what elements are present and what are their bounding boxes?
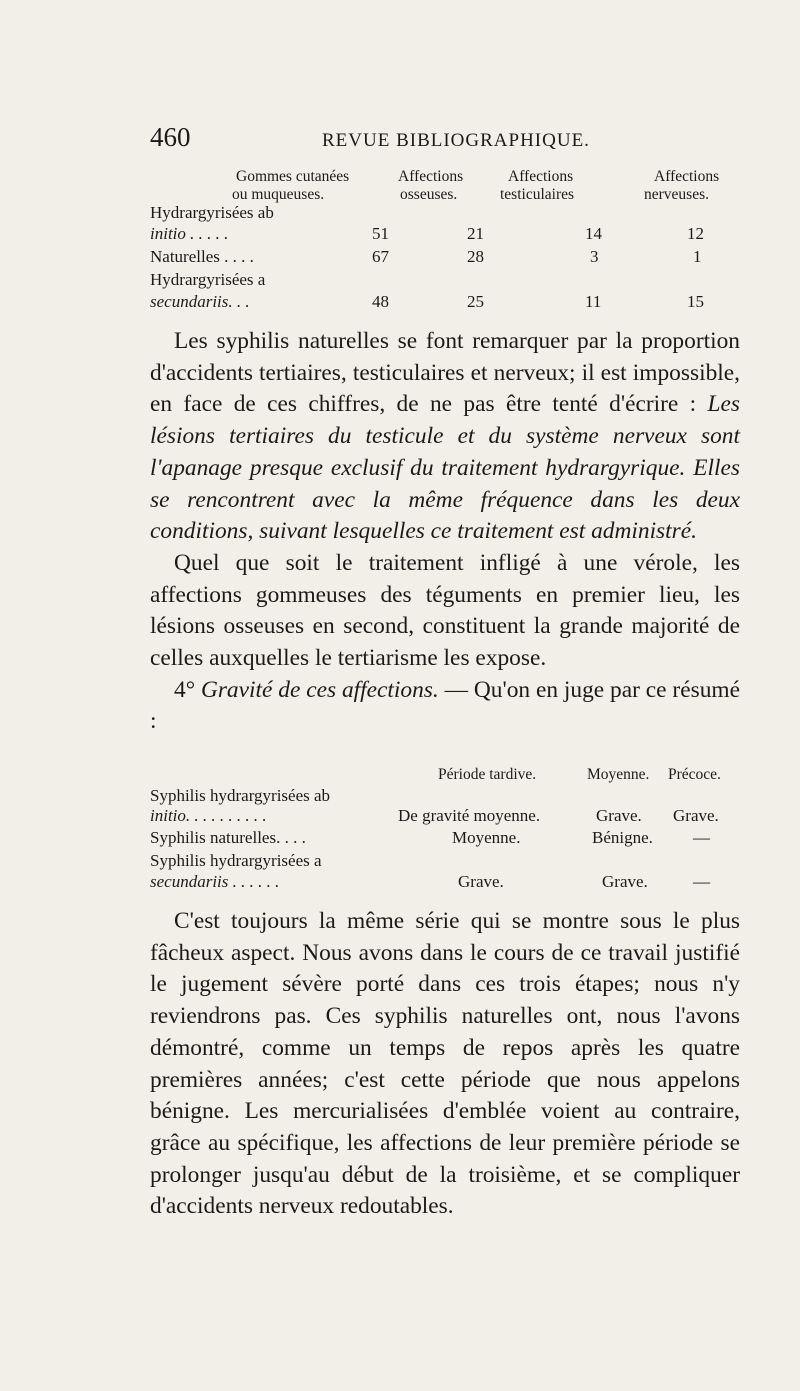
table-cell: 12 xyxy=(687,224,704,243)
row-label: Syphilis hydrargyrisées a xyxy=(150,851,322,870)
table-cell: 21 xyxy=(467,224,484,243)
table-cell: De gravité moyenne. xyxy=(398,806,541,825)
row-label: initio . . . . . xyxy=(150,224,229,243)
body-text-lower xyxy=(150,906,740,1223)
table-cell: 25 xyxy=(467,292,484,311)
table-cell: 1 xyxy=(693,247,702,266)
table-cell: — xyxy=(693,872,710,891)
page-number: 460 xyxy=(150,122,191,152)
table-cell: Grave. xyxy=(458,872,504,891)
page-header xyxy=(150,122,740,158)
row-label: Hydrargyrisées ab xyxy=(150,203,274,222)
column-header: Affections xyxy=(654,168,720,185)
table-cell: Grave. xyxy=(673,806,719,825)
column-header: Affections xyxy=(398,168,464,185)
body-text-upper xyxy=(150,326,740,738)
table-cell: 3 xyxy=(590,247,599,266)
paragraph: Quel que soit le traitement infligé à une vérole, les affections gommeuses des téguments en premier lieu, les lésions osseuses en second, constituent la grande majorité de celles auxquelles le tertiarisme les expose. xyxy=(150,549,740,672)
table-cell: 48 xyxy=(372,292,389,311)
table-cell: 15 xyxy=(687,292,704,311)
row-label: Syphilis naturelles. . . . xyxy=(150,828,306,847)
row-label: Naturelles . . . . xyxy=(150,247,254,266)
column-header: osseuses. xyxy=(400,186,458,203)
column-header: nerveuses. xyxy=(644,186,709,203)
column-header: Affections xyxy=(508,168,574,185)
table-cell: 67 xyxy=(372,247,389,266)
table-cell: 14 xyxy=(585,224,602,243)
table-cell: Moyenne. xyxy=(452,828,521,847)
running-title: REVUE BIBLIOGRAPHIQUE. xyxy=(322,130,590,151)
column-header: Précoce. xyxy=(668,766,721,783)
row-label: secundariis . . . . . . xyxy=(150,872,280,891)
row-label: Hydrargyrisées a xyxy=(150,270,266,289)
table-cell: 51 xyxy=(372,224,389,243)
column-header: ou muqueuses. xyxy=(232,186,325,203)
italic-quote: Les lésions tertiaires du testicule et du système nerveux sont l'apanage presque exclusif du traitement hydrargyrique. Elles se rencontrent avec la même fréquence dans les deux conditions, suivant lesquelles ce traitement est administré. xyxy=(150,391,740,545)
row-label: initio. . . . . . . . . . xyxy=(150,806,267,825)
table-cell: 28 xyxy=(467,247,484,266)
table-cell: Bénigne. xyxy=(592,828,653,847)
table-cell: Grave. xyxy=(596,806,642,825)
table-cell: 11 xyxy=(585,292,602,311)
column-header: testiculaires xyxy=(500,186,575,203)
column-header: Moyenne. xyxy=(587,766,650,783)
column-header: Période tardive. xyxy=(438,766,537,783)
paragraph: Les syphilis naturelles se font remarquer par la proportion d'accidents tertiaires, testiculaires et nerveux; il est impossible, en face de ces chiffres, de ne pas être tenté d'écrire : Les lésions tertiaires du testicule et du système nerveux sont l'apanage presque exclusif du traitement hydrargyrique. Elles se rencontrent avec la même fréquence dans les deux conditions, suivant lesquelles ce traitement est administré. xyxy=(150,328,740,545)
paragraph: C'est toujours la même série qui se montre sous le plus fâcheux aspect. Nous avons dans le cours de ce travail justifié le jugement sévère porté dans ces trois étapes; nous n'y reviendrons pas. Ces syphilis naturelles ont, nous l'avons démontré, comme un temps de repos après les quatre premières années; c'est cette période que nous appelons bénigne. Les mercurialisées d'emblée voient au contraire, grâce au spécifique, les affections de leur première période se prolonger jusqu'au début de la troisième, et se compliquer d'accidents nerveux redoutables. xyxy=(150,908,740,1220)
row-label: secundariis. . . xyxy=(150,292,250,311)
table-cell: — xyxy=(693,828,710,847)
section-heading: 4° Gravité de ces affections. — Qu'on en juge par ce résumé : xyxy=(150,676,740,735)
column-header: Gommes cutanées xyxy=(236,168,350,185)
table-cell: Grave. xyxy=(602,872,648,891)
row-label: Syphilis hydrargyrisées ab xyxy=(150,786,331,805)
